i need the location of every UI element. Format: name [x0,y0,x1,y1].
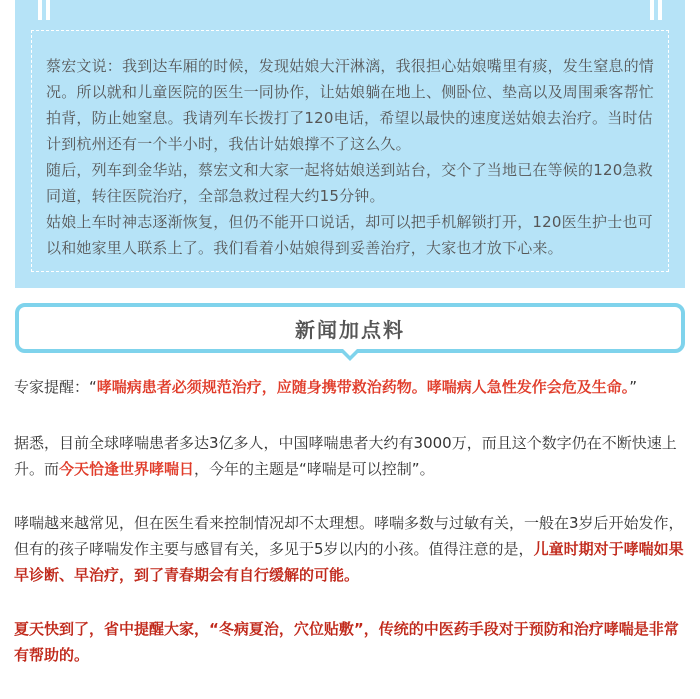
early-diagnosis-highlight: 儿童时期对于哮喘如果早诊断、早治疗，到了青春期会有自行缓解的可能。 [14,540,684,584]
quote-paragraph-1: 蔡宏文说：我到达车厢的时候，发现姑娘大汗淋漓，我很担心姑娘嘴里有痰，发生窒息的情况。所以就和儿童医院的医生一同协作，让姑娘躺在地上、侧卧位、垫高以及周围乘客帮忙拍背，防止她窒息。我请列车长拨打了120电话，希望以最快的速度送姑娘去治疗。当时估计到杭州还有一个半小时，我估计姑娘撑不了这么久。 [46,57,655,153]
quote-paragraph-3: 姑娘上车时神志逐渐恢复，但仍不能开口说话，却可以把手机解锁打开，120医生护士也可以和她家里人联系上了。我们看着小姑娘得到妥善治疗，大家也才放下心来。 [46,213,653,257]
section-title: 新闻加点料 [295,317,405,342]
asthma-info-text: 哮喘越来越常见，但在医生看来控制情况却不太理想。哮喘多数与过敏有关，一般在3岁后开始发作，但有的孩子哮喘发作主要与感冒有关，多见于5岁以内的小孩。值得注意的是， [14,514,684,558]
quote-right-corner-decoration [647,0,665,22]
theme-text: ，今年的主题是“哮喘是可以控制”。 [194,460,435,478]
section-banner [15,303,685,353]
quote-box [15,0,685,288]
summer-tip-paragraph [14,616,686,668]
banner-pointer-inner [343,349,357,356]
statistics-paragraph [14,430,686,482]
quote-inner-frame [31,30,669,272]
expert-prefix: 专家提醒：“ [14,378,97,396]
expert-suffix: ” [629,378,638,396]
world-asthma-day-highlight: 今天恰逢世界哮喘日 [59,460,195,478]
summer-tip-highlight: 夏天快到了，省中提醒大家，“冬病夏治，穴位贴敷”，传统的中医药手段对于预防和治疗哮喘是非常有帮助的。 [14,620,679,664]
expert-reminder [14,374,686,400]
quote-left-corner-decoration [35,0,53,22]
expert-highlight: 哮喘病患者必须规范治疗，应随身携带救治药物。哮喘病人急性发作会危及生命。 [96,378,630,396]
quote-paragraph-2: 随后，列车到金华站，蔡宏文和大家一起将姑娘送到站台，交个了当地已在等候的120急救同道，转往医院治疗，全部急救过程大约15分钟。 [46,161,653,205]
asthma-info-paragraph [14,510,686,588]
article-body [14,374,686,668]
statistics-text: 据悉，目前全球哮喘患者多达3亿多人，中国哮喘患者大约有3000万，而且这个数字仍在不断快速上升。而 [14,434,677,478]
